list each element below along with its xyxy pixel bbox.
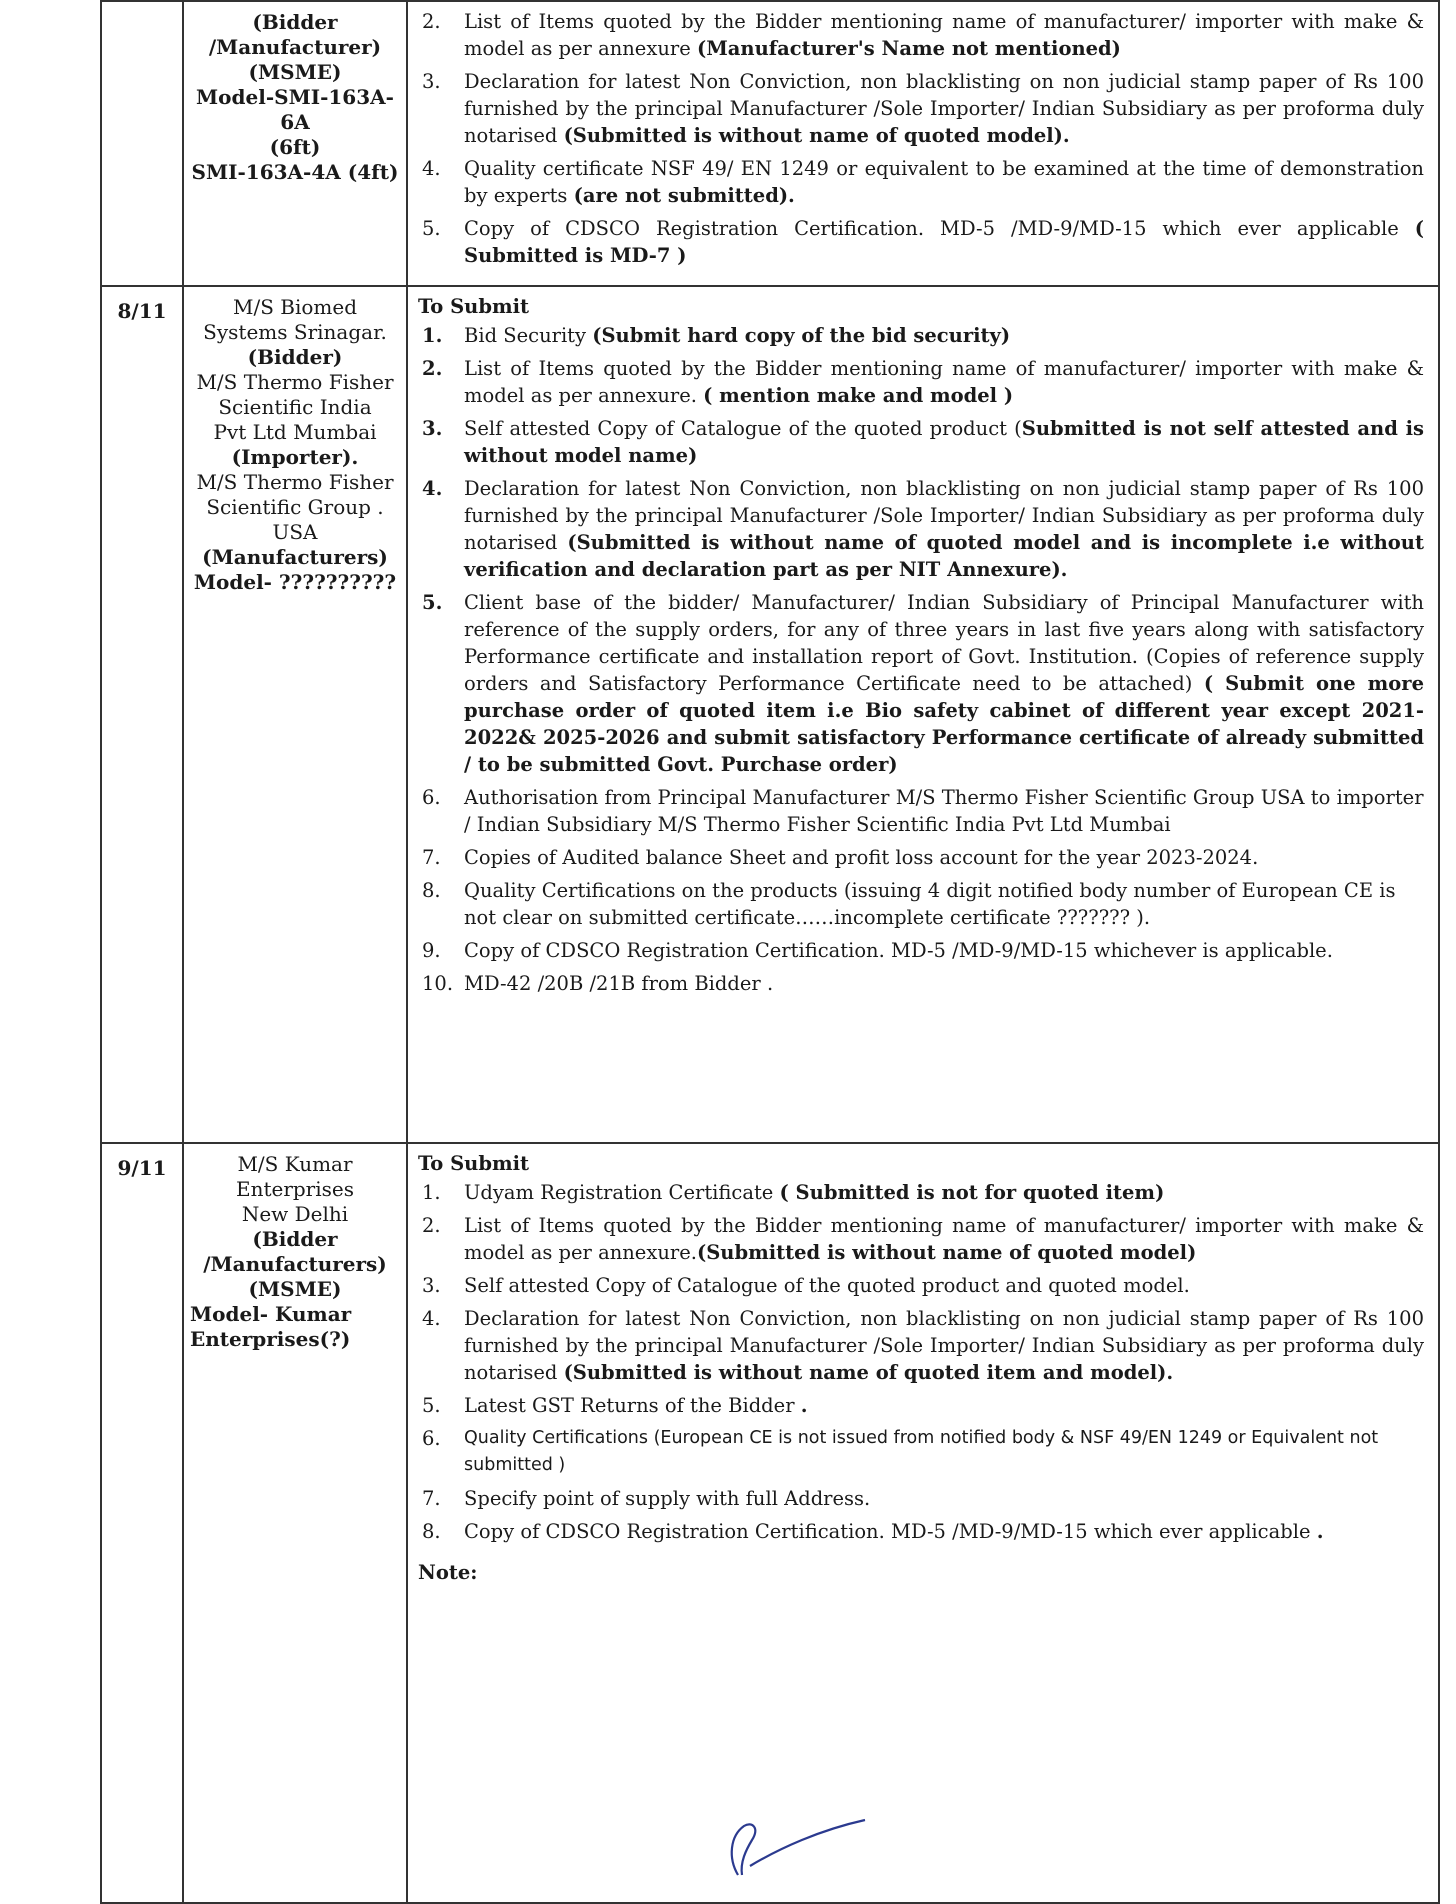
item-remark: . [800, 1394, 808, 1417]
item-remark: ( Submitted is MD-7 ) [464, 217, 1424, 267]
bidder-line: Model- Kumar [190, 1302, 352, 1326]
bidder-line: M/S Thermo Fisher [196, 470, 394, 494]
list-item [418, 8, 1424, 62]
item-number: 3. [422, 1274, 441, 1297]
item-text: Copy of CDSCO Registration Certification. MD-5 /MD-9/MD-15 which ever applicable [464, 217, 1415, 240]
bidder-cell [183, 1, 407, 286]
item-number: 1. [422, 1181, 441, 1204]
list-item [418, 937, 1424, 964]
list-item [418, 68, 1424, 149]
bidder-line: (Bidder [252, 1227, 338, 1251]
item-remark: ( Submitted is not for quoted item) [779, 1181, 1165, 1204]
item-remark: Submitted is not self attested and is without model name) [464, 417, 1424, 467]
bidder-line: M/S Biomed [232, 295, 357, 319]
item-text: Latest GST Returns of the Bidder [464, 1394, 801, 1417]
list-item [418, 1425, 1424, 1479]
serial-number-cell: 9/11 [101, 1143, 183, 1903]
bidder-line: Scientific Group . [206, 495, 384, 519]
note-label: Note: [418, 1561, 478, 1584]
item-number: 1. [422, 324, 443, 347]
item-text: Udyam Registration Certificate [464, 1181, 780, 1204]
table-row [101, 286, 1439, 1143]
bidder-line: New Delhi [241, 1202, 349, 1226]
list-item [418, 415, 1424, 469]
bidder-cell [183, 1143, 407, 1903]
item-remark: ( mention make and model ) [703, 384, 1014, 407]
item-text: Quality certificate NSF 49/ EN 1249 or equivalent to be examined at the time of demonstration by experts [464, 157, 1424, 207]
item-text: Specify point of supply with full Address. [464, 1487, 871, 1510]
bidder-line: (MSME) [248, 60, 342, 84]
list-item [418, 155, 1424, 209]
item-number: 5. [422, 591, 443, 614]
list-item [418, 970, 1424, 997]
list-item [418, 1305, 1424, 1386]
list-item [418, 1485, 1424, 1512]
item-text: Declaration for latest Non Conviction, non blacklisting on non judicial stamp paper of Rs 100 furnished by the principal Manufacturer /Sole Importer/ Indian Subsidiary as per proforma duly notarised [464, 477, 1424, 554]
item-number: 4. [422, 157, 441, 180]
bidder-line: M/S Kumar [237, 1152, 353, 1176]
bidder-line: (Manufacturers) [202, 545, 388, 569]
item-remark: (Submit hard copy of the bid security) [592, 324, 1011, 347]
list-item [418, 215, 1424, 269]
list-item [418, 784, 1424, 838]
bidder-line: (Bidder [252, 10, 338, 34]
item-number: 6. [422, 1427, 441, 1450]
item-number: 2. [422, 357, 443, 380]
bidder-line: Enterprises [235, 1177, 355, 1201]
serial-number-cell [101, 1, 183, 286]
list-item [418, 1179, 1424, 1206]
list-item [418, 1212, 1424, 1266]
requirements-list [418, 322, 1424, 997]
item-number: 4. [422, 1307, 441, 1330]
bidder-line: (MSME) [248, 1277, 342, 1301]
bidder-line: (Importer). [231, 445, 359, 469]
list-item [418, 1272, 1424, 1299]
bidder-line: Pvt Ltd Mumbai [213, 420, 377, 444]
item-text: Quality Certifications (European CE is not issued from notified body & NSF 49/EN 1249 or Equivalent not submitted ) [464, 1428, 1379, 1475]
bidder-line: Systems Srinagar. [203, 320, 387, 344]
bidder-line: /Manufacturer) [208, 35, 382, 59]
bidder-line: USA [272, 520, 318, 544]
list-item [418, 475, 1424, 583]
table-row [101, 1143, 1439, 1903]
item-text: Copies of Audited balance Sheet and profit loss account for the year 2023-2024. [464, 846, 1259, 869]
item-number: 3. [422, 417, 443, 440]
bidder-line: (Bidder) [247, 345, 343, 369]
item-number: 5. [422, 217, 441, 240]
item-text: Authorisation from Principal Manufacturer M/S Thermo Fisher Scientific Group USA to importer / Indian Subsidiary M/S Thermo Fisher Scientific India Pvt Ltd Mumbai [464, 786, 1424, 836]
bidder-line: SMI-163A-4A (4ft) [191, 160, 399, 184]
item-text: Self attested Copy of Catalogue of the quoted product and quoted model. [464, 1274, 1190, 1297]
bidder-line: Enterprises(?) [190, 1327, 351, 1351]
list-item [418, 589, 1424, 778]
requirements-cell [407, 1143, 1439, 1903]
list-item [418, 355, 1424, 409]
item-remark: (are not submitted). [573, 184, 795, 207]
bidder-line: Model-SMI-163A-6A [196, 85, 394, 134]
requirements-list [418, 1179, 1424, 1545]
item-remark: (Submitted is without name of quoted model and is incomplete i.e without verification and declaration part as per NIT Annexure). [464, 531, 1424, 581]
bidder-line: M/S Thermo Fisher [196, 370, 394, 394]
bidder-line: (6ft) [269, 135, 321, 159]
bidder-line: Model- ?????????? [193, 570, 397, 594]
list-item [418, 844, 1424, 871]
item-text: List of Items quoted by the Bidder mentioning name of manufacturer/ importer with make & model as per annexure. [464, 357, 1424, 407]
item-text: MD-42 /20B /21B from Bidder . [464, 972, 774, 995]
section-heading: To Submit [418, 1152, 530, 1175]
item-number: 7. [422, 846, 441, 869]
signature-mark [700, 1818, 900, 1876]
item-remark: (Submitted is without name of quoted model) [696, 1241, 1197, 1264]
serial-number-cell: 8/11 [101, 286, 183, 1143]
item-text: List of Items quoted by the Bidder mentioning name of manufacturer/ importer with make & model as per annexure. [464, 1214, 1424, 1264]
item-number: 4. [422, 477, 443, 500]
item-number: 8. [422, 1520, 441, 1543]
table-row [101, 1, 1439, 286]
item-text: Copy of CDSCO Registration Certification. MD-5 /MD-9/MD-15 whichever is applicable. [464, 939, 1333, 962]
item-text: Copy of CDSCO Registration Certification. MD-5 /MD-9/MD-15 which ever applicable [464, 1520, 1317, 1543]
list-item [418, 322, 1424, 349]
item-number: 5. [422, 1394, 441, 1417]
item-text: List of Items quoted by the Bidder mentioning name of manufacturer/ importer with make & model as per annexure [464, 10, 1424, 60]
item-remark: (Submitted is without name of quoted item and model). [563, 1361, 1174, 1384]
requirements-list [418, 8, 1424, 269]
bidder-line: Scientific India [218, 395, 372, 419]
item-number: 3. [422, 70, 441, 93]
item-number: 7. [422, 1487, 441, 1510]
item-text: Quality Certifications on the products (issuing 4 digit notified body number of European CE is not clear on submitted certificate……incomplete certificate ??????? ). [464, 879, 1396, 929]
item-text: Client base of the bidder/ Manufacturer/ Indian Subsidiary of Principal Manufacturer with reference of the supply orders, for any of three years in last five years along with satisfactory Performance certificate and installation report of Govt. Institution. (Copies of reference supply orders and Satisfactory Performance Certificate need to be attached) [464, 591, 1424, 695]
requirements-cell [407, 1, 1439, 286]
item-remark: (Submitted is without name of quoted model). [563, 124, 1070, 147]
bidder-cell [183, 286, 407, 1143]
item-remark: (Manufacturer's Name not mentioned) [696, 37, 1121, 60]
item-text: Bid Security [464, 324, 593, 347]
item-text: Declaration for latest Non Conviction, non blacklisting on non judicial stamp paper of Rs 100 furnished by the principal Manufacturer /Sole Importer/ Indian Subsidiary as per proforma duly notarised [464, 70, 1424, 147]
item-number: 2. [422, 1214, 441, 1237]
requirements-cell [407, 286, 1439, 1143]
item-text: Self attested Copy of Catalogue of the quoted product ( [464, 417, 1022, 440]
item-number: 6. [422, 786, 441, 809]
item-remark: ( Submit one more purchase order of quoted item i.e Bio safety cabinet of different year except 2021-2022& 2025-2026 and submit satisfactory Performance certificate of already submitted / to be submitted Govt. Purchase order) [464, 672, 1424, 776]
item-number: 9. [422, 939, 441, 962]
item-number: 10. [422, 972, 454, 995]
item-number: 8. [422, 879, 441, 902]
list-item [418, 1392, 1424, 1419]
item-remark: . [1316, 1520, 1324, 1543]
item-text: Declaration for latest Non Conviction, non blacklisting on non judicial stamp paper of Rs 100 furnished by the principal Manufacturer /Sole Importer/ Indian Subsidiary as per proforma duly notarised [464, 1307, 1424, 1384]
list-item [418, 1518, 1424, 1545]
list-item [418, 877, 1424, 931]
requirements-table [100, 0, 1440, 1904]
bidder-line: /Manufacturers) [203, 1252, 387, 1276]
section-heading: To Submit [418, 295, 530, 318]
item-number: 2. [422, 10, 441, 33]
